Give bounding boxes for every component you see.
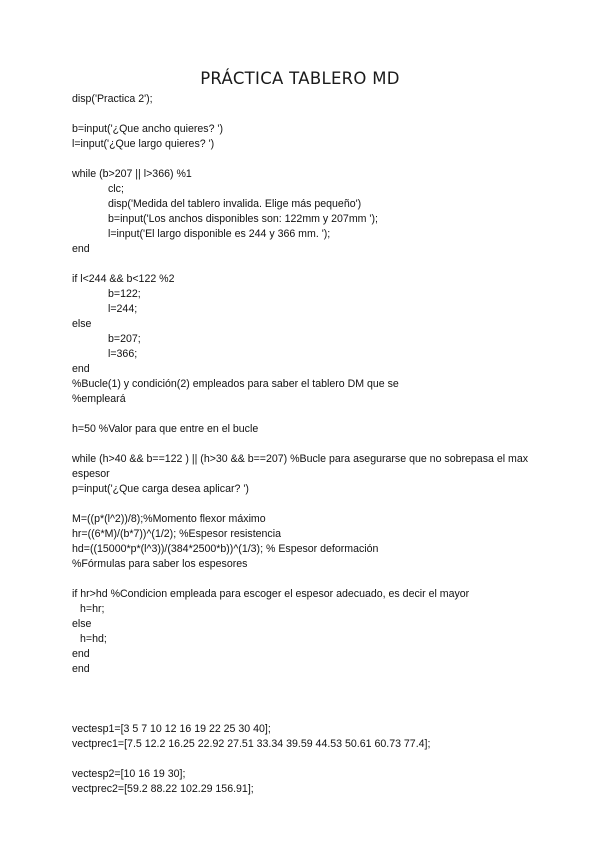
code-line: if l<244 && b<122 %2 [72, 273, 175, 285]
code-line: b=input('Los anchos disponibles son: 122mm y 207mm '); [108, 213, 378, 225]
code-line: %Fórmulas para saber los espesores [72, 558, 248, 570]
code-line: else [72, 618, 92, 630]
blank-line [72, 572, 542, 587]
code-line: l=244; [108, 303, 138, 315]
code-line: h=hd; [80, 633, 107, 645]
code-line: %empleará [72, 393, 126, 405]
code-line: vectesp1=[3 5 7 10 12 16 19 22 25 30 40]; [72, 723, 271, 735]
code-line: h=50 %Valor para que entre en el bucle [72, 423, 259, 435]
code-line: vectprec2=[59.2 88.22 102.29 156.91]; [72, 783, 254, 795]
code-listing [72, 92, 542, 797]
code-line: p=input('¿Que carga desea aplicar? ') [72, 483, 249, 495]
code-line: disp('Medida del tablero invalida. Elige más pequeño') [108, 198, 362, 210]
code-line: hr=((6*M)/(b*7))^(1/2); %Espesor resistencia [72, 528, 281, 540]
blank-line [72, 677, 542, 692]
code-line: disp('Practica 2'); [72, 93, 153, 105]
code-line: l=input('¿Que largo quieres? ') [72, 138, 215, 150]
code-line: end [72, 363, 90, 375]
code-line: else [72, 318, 92, 330]
code-line: while (b>207 || l>366) %1 [72, 168, 192, 180]
blank-line [72, 497, 542, 512]
code-line: while (h>40 && b==122 ) || (h>30 && b==207) %Bucle para asegurarse que no sobrepasa el max espesor [72, 453, 529, 480]
code-line: end [72, 663, 90, 675]
blank-line [72, 437, 542, 452]
code-line: if hr>hd %Condicion empleada para escoger el espesor adecuado, es decir el mayor [72, 588, 470, 600]
code-line: vectprec1=[7.5 12.2 16.25 22.92 27.51 33.34 39.59 44.53 50.61 60.73 77.4]; [72, 738, 431, 750]
code-line: clc; [108, 183, 124, 195]
code-line: b=122; [108, 288, 141, 300]
blank-line [72, 752, 542, 767]
blank-line [72, 152, 542, 167]
code-line: h=hr; [80, 603, 105, 615]
blank-line [72, 107, 542, 122]
code-line: end [72, 648, 90, 660]
document-title: PRÁCTICA TABLERO MD [200, 69, 400, 88]
code-line: vectesp2=[10 16 19 30]; [72, 768, 186, 780]
code-line: l=366; [108, 348, 138, 360]
code-line: M=((p*(l^2))/8);%Momento flexor máximo [72, 513, 266, 525]
code-line: b=207; [108, 333, 141, 345]
code-line: %Bucle(1) y condición(2) empleados para saber el tablero DM que se [72, 378, 399, 390]
code-line: hd=((15000*p*(l^3))/(384*2500*b))^(1/3); % Espesor deformación [72, 543, 379, 555]
blank-line [72, 257, 542, 272]
blank-line [72, 407, 542, 422]
blank-line [72, 692, 542, 707]
code-line: end [72, 243, 90, 255]
code-line: b=input('¿Que ancho quieres? ') [72, 123, 223, 135]
blank-line [72, 707, 542, 722]
code-line: l=input('El largo disponible es 244 y 366 mm. '); [108, 228, 331, 240]
